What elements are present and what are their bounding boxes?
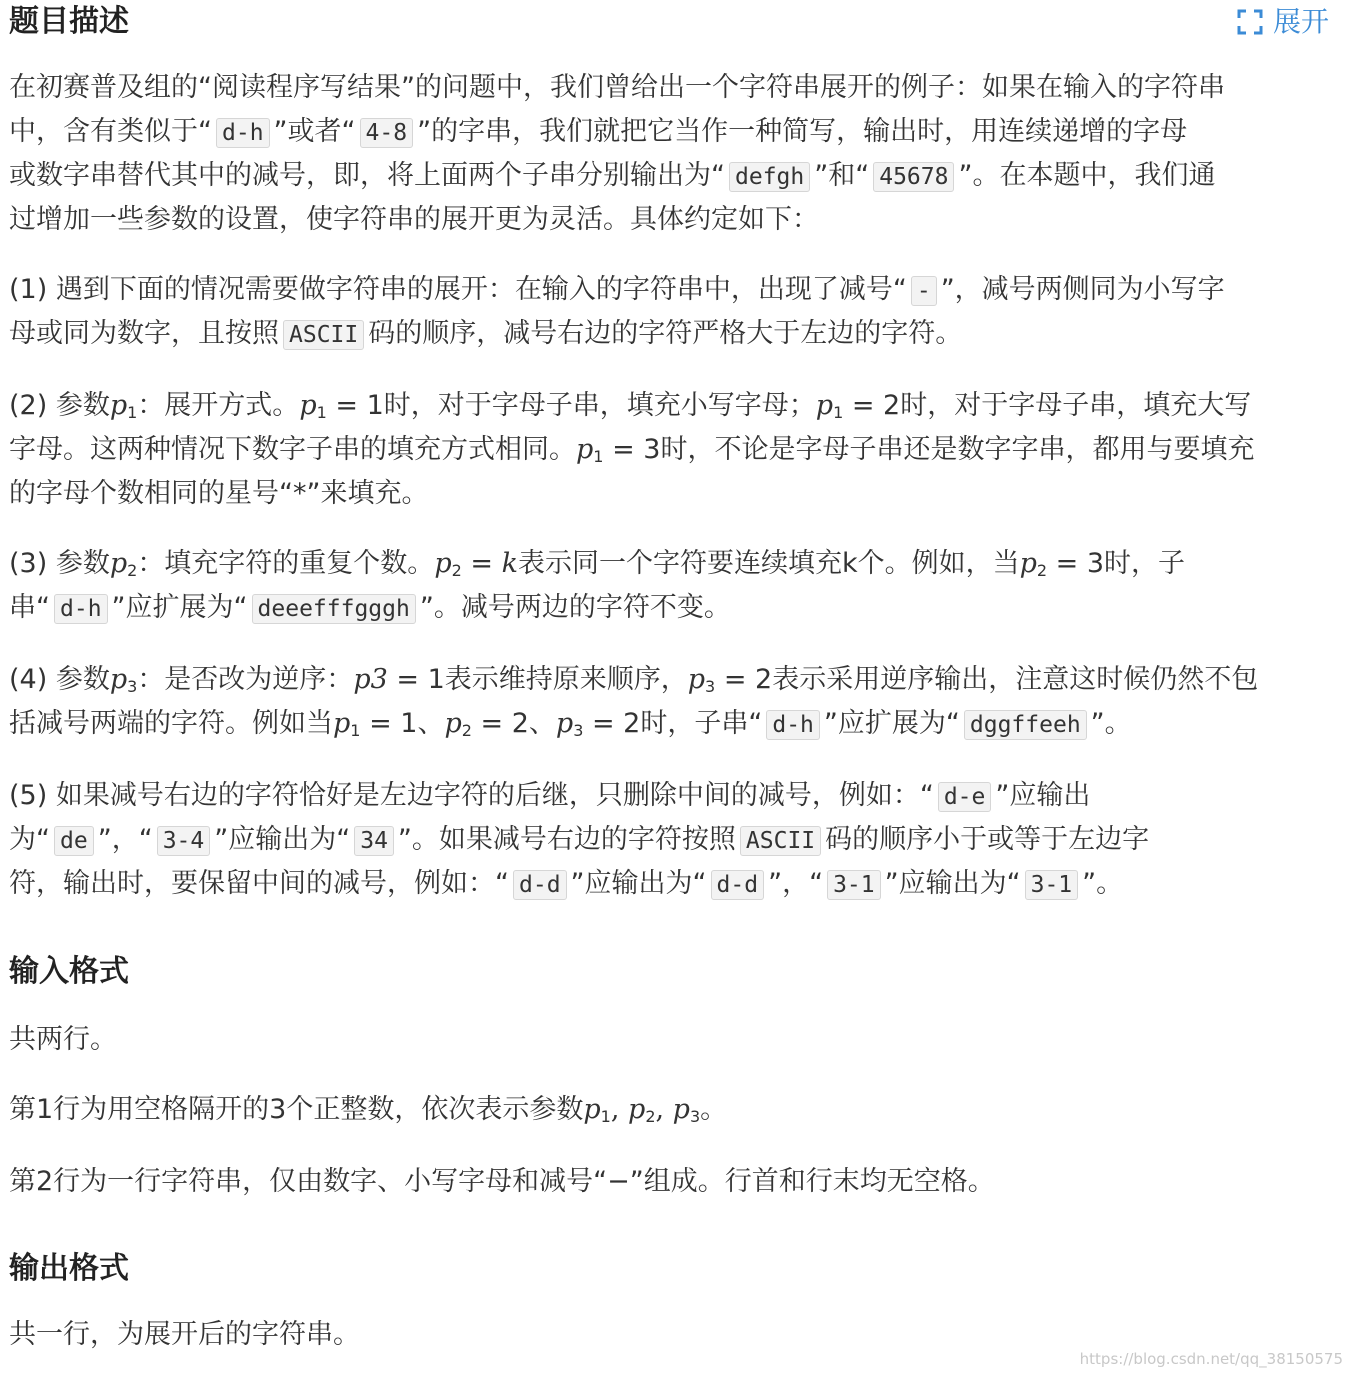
code-snippet: 34 [354, 826, 394, 856]
rule-5-line-2: 为“ de ”，“ 3-4 ”应输出为“ 34 ”。如果减号右边的字符按照 ASCII 码的顺序小于或等于左边字 [9, 824, 1150, 855]
output-format-heading: 输出格式 [9, 1251, 129, 1286]
intro-line-3: 或数字串替代其中的减号，即，将上面两个子串分别输出为“ defgh ”和“ 45678 ”。在本题中，我们通 [9, 160, 1216, 191]
code-snippet: 4-8 [360, 118, 414, 148]
expand-button[interactable] [1237, 4, 1329, 40]
rule-1-line-1: (1) 遇到下面的情况需要做字符串的展开：在输入的字符串中，出现了减号“ - ”，减号两侧同为小写字 [9, 274, 1225, 305]
code-snippet: deeefffgggh [252, 594, 416, 624]
rule-4-line-2: 括减号两端的字符。例如当$p_1 = 1$、$p_2 = 2$、$p_3 = 2$时，子串“ d-h ”应扩展为“ dggffeeh ”。 [9, 708, 1132, 740]
intro-line-4: 过增加一些参数的设置，使字符串的展开更为灵活。具体约定如下： [9, 204, 819, 235]
problem-description-heading: 题目描述 [9, 4, 129, 39]
code-snippet: defgh [729, 162, 810, 192]
code-snippet: 45678 [873, 162, 954, 192]
code-snippet: d-h [766, 710, 820, 740]
rule-5-line-3: 符，输出时，要保留中间的减号，例如：“ d-d ”应输出为“ d-d ”，“ 3-1 ”应输出为“ 3-1 ”。 [9, 868, 1124, 899]
code-snippet: d-d [513, 870, 567, 900]
rule-1-line-2: 母或同为数字，且按照 ASCII 码的顺序，减号右边的字符严格大于左边的字符。 [9, 318, 963, 349]
expand-label: 展开 [1272, 5, 1329, 38]
code-snippet: - [911, 276, 937, 306]
rule-2-line-3: 的字母个数相同的星号“*”来填充。 [9, 478, 429, 509]
code-snippet: 3-4 [157, 826, 211, 856]
rule-3-line-1: (3) 参数$p_2$：填充字符的重复个数。$p_2 = k$表示同一个字符要连续填充k个。例如，当$p_2 = 3$时，子 [9, 548, 1186, 580]
code-snippet: ASCII [740, 826, 821, 856]
input-format-line-1: 共两行。 [9, 1024, 117, 1055]
intro-line-1: 在初赛普及组的“阅读程序写结果”的问题中，我们曾给出一个字符串展开的例子：如果在输入的字符串 [9, 72, 1225, 103]
rule-4-line-1: (4) 参数$p_3$：是否改为逆序：p3 = 1表示维持原来顺序，$p_3 = 2$表示采用逆序输出，注意这时候仍然不包 [9, 664, 1259, 696]
code-snippet: de [54, 826, 94, 856]
input-format-line-3: 第2行为一行字符串，仅由数字、小写字母和减号“−”组成。行首和行末均无空格。 [9, 1166, 995, 1197]
code-snippet: ASCII [283, 320, 364, 350]
rule-5-line-1: (5) 如果减号右边的字符恰好是左边字符的后继，只删除中间的减号，例如：“ d-e ”应输出 [9, 780, 1091, 811]
code-snippet: d-h [54, 594, 108, 624]
code-snippet: 3-1 [827, 870, 881, 900]
input-format-heading: 输入格式 [9, 954, 129, 989]
code-snippet: 3-1 [1025, 870, 1079, 900]
code-snippet: d-h [216, 118, 270, 148]
watermark: https://blog.csdn.net/qq_38150575 [1079, 1350, 1343, 1368]
code-snippet: d-e [938, 782, 992, 812]
rule-2-line-2: 字母。这两种情况下数字子串的填充方式相同。$p_1 = 3$时，不论是字母子串还是数字字串，都用与要填充 [9, 434, 1255, 466]
rule-3-line-2: 串“ d-h ”应扩展为“ deeefffgggh ”。减号两边的字符不变。 [9, 592, 731, 623]
rule-2-line-1: (2) 参数$p_1$：展开方式。$p_1 = 1$时，对于字母子串，填充小写字母；$p_1 = 2$时，对于字母子串，填充大写 [9, 390, 1252, 422]
code-snippet: d-d [711, 870, 765, 900]
code-snippet: dggffeeh [964, 710, 1087, 740]
fullscreen-icon [1237, 9, 1263, 35]
output-format-line-1: 共一行，为展开后的字符串。 [9, 1319, 360, 1350]
intro-line-2: 中，含有类似于“ d-h ”或者“ 4-8 ”的字串，我们就把它当作一种简写，输出时，用连续递增的字母 [9, 116, 1188, 147]
input-format-line-2: 第1行为用空格隔开的3个正整数，依次表示参数$p_1$, $p_2$, $p_3$。 [9, 1094, 728, 1126]
